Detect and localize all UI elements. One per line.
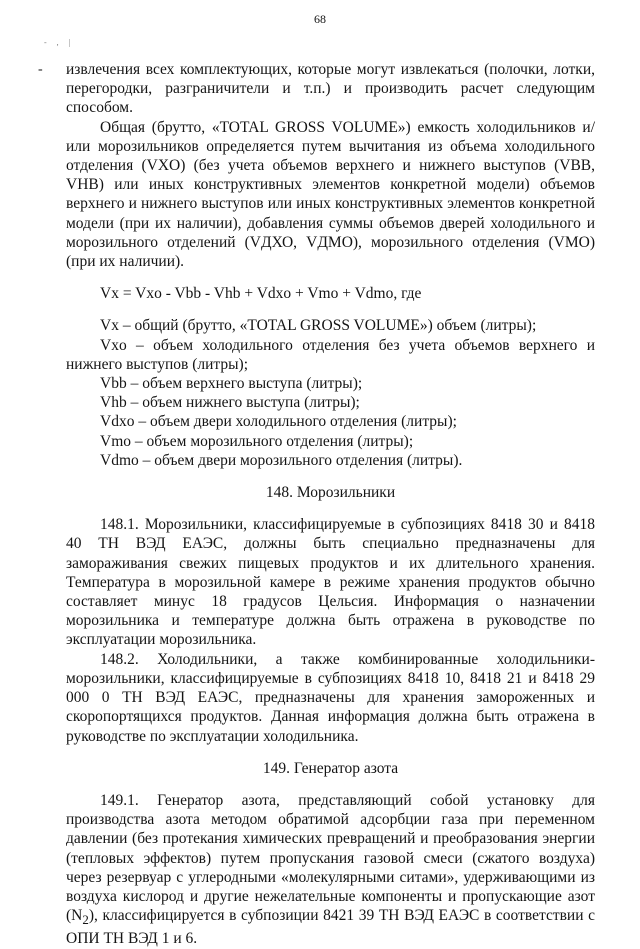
- section-heading-149: 149. Генератор азота: [262, 759, 399, 777]
- definition-vhb: Vhb – объем нижнего выступа (литры);: [100, 394, 360, 412]
- paragraph-continuation: извлечения всех комплектующих, которые могут извлекаться (полочки, лотки, перегородки, разграничители и т.п.) и производить расчет следующим способом.: [66, 61, 595, 117]
- paragraph-148-1: 148.1. Морозильники, классифицируемые в субпозициях 8418 30 и 8418 40 ТН ВЭД ЕАЭС, должны быть специально предназначены для замораживания свежих пищевых продуктов и их длительного хранения. Температура в морозильной камере в режиме хранения продуктов обычно составляет минус 18 градусов Цельсия. Информация о назначении морозильника и температуре должна быть отражена в руководстве по эксплуатации морозильника.: [66, 516, 595, 649]
- volume-formula: Vx = Vxo - Vbb - Vhb + Vdxo + Vmo + Vdmo, где: [100, 285, 422, 303]
- margin-dash-mark: -: [38, 62, 43, 77]
- paragraph-148-2: 148.2. Холодильники, а также комбинированные холодильники-морозильники, классифицируемые в субпозициях 8418 10, 8418 21 и 8418 29 000 0 ТН ВЭД ЕАЭС, предназначены для хранения замороженных и скоропортящихся продуктов. Данная информация должна быть отражена в руководстве по эксплуатации холодильника.: [66, 650, 595, 745]
- section-heading-148: 148. Морозильники: [265, 484, 396, 502]
- paragraph-149-1: [66, 791, 595, 949]
- formula-definitions: [66, 316, 595, 470]
- paragraph-gross-volume: Общая (брутто, «TOTAL GROSS VOLUME») емкость холодильников и/или морозильников определяется путем вычитания из объема холодильного отделения (VXO) (без учета объемов верхнего и нижнего выступов (VBB, VHB) или иных конструктивных элементов конкретной модели) объемов верхнего и нижнего выступов или иных конструктивных элементов конкретной модели (при их наличии), добавления суммы объемов дверей холодильного и морозильного отделений (VДХО, VДМО), морозильного отделения (VMO) (при их наличии).: [66, 118, 595, 271]
- page-number: 68: [314, 12, 326, 26]
- definition-vbb: Vbb – объем верхнего выступа (литры);: [100, 375, 363, 393]
- definition-vdmo: Vdmo – объем двери морозильного отделения (литры).: [100, 451, 463, 469]
- definition-vx: Vx – общий (брутто, «TOTAL GROSS VOLUME») объем (литры);: [100, 317, 537, 335]
- paragraph-149-1-text-a: 149.1. Генератор азота, представляющий собой установку для производства азота методом обратимой адсорбции газа при переменном давлении (без протекания химических превращений и преобразования энергии (тепловых эффектов) путем пропускания газовой смеси (сжатого воздуха) через резервуар с углеродными «молекулярными ситами», удерживающими из воздуха кислород и другие нежелательные компоненты и пропускающие азот (N: [66, 791, 595, 925]
- definition-vxo: Vxo – объем холодильного отделения без учета объемов верхнего и нижнего выступов (литры);: [66, 336, 595, 373]
- definition-vdxo: Vdxo – объем двери холодильного отделения (литры);: [100, 413, 457, 431]
- document-body: [66, 60, 595, 949]
- scan-artifact-marks: - , |: [44, 38, 75, 47]
- paragraph-149-1-text-b: ), классифицируется в субпозиции 8421 39 ТН ВЭД ЕАЭС в соответствии с ОПИ ТН ВЭД 1 и 6.: [66, 907, 595, 948]
- definition-vmo: Vmo – объем морозильного отделения (литры);: [100, 432, 414, 450]
- nitrogen-subscript: 2: [82, 912, 89, 928]
